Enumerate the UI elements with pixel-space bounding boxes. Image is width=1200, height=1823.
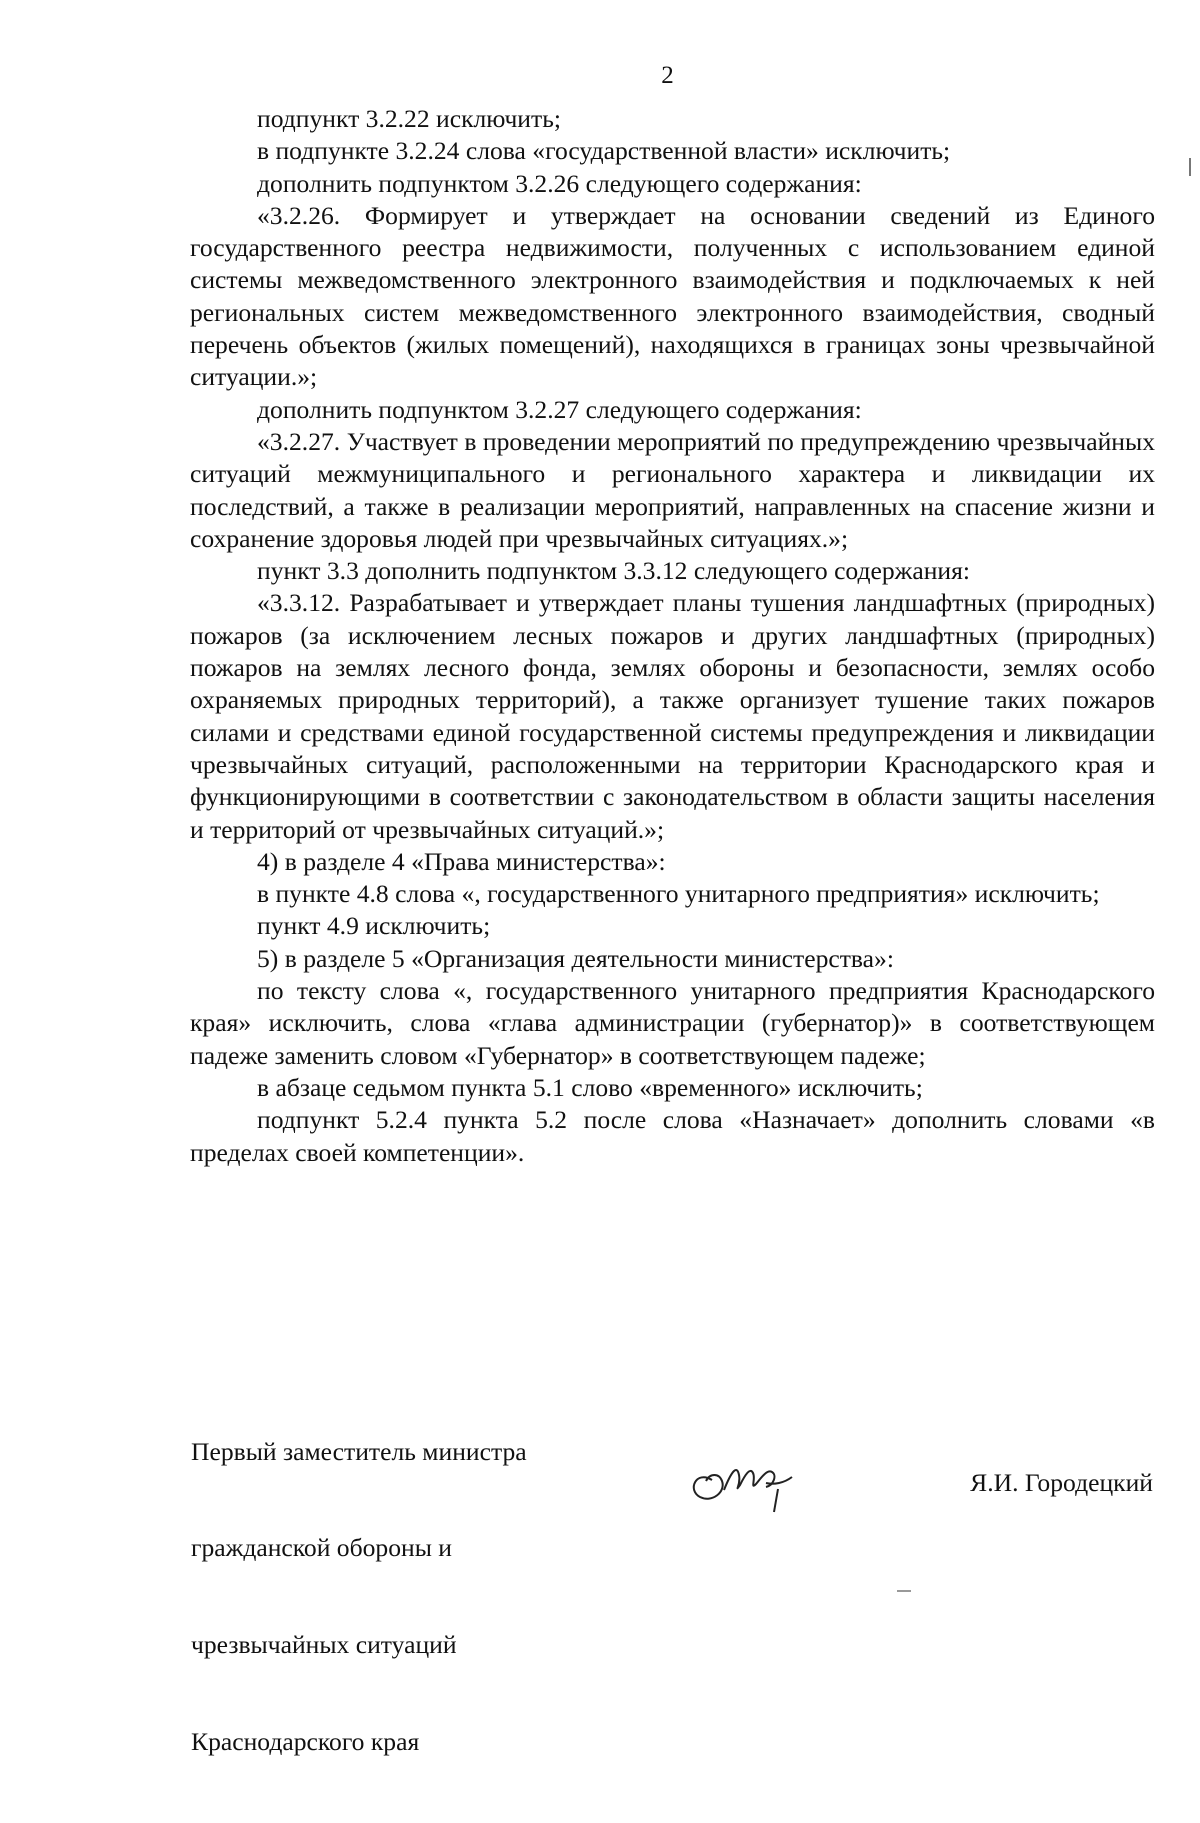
paragraph: пункт 3.3 дополнить подпунктом 3.3.12 следующего содержания:	[257, 556, 970, 586]
paragraph: «3.3.12. Разрабатывает и утверждает планы тушения ландшафтных (природных) пожаров (за исключением лесных пожаров и других ландшафтных (природных) пожаров на землях лесного фонда, землях обороны и безопасности, землях особо охраняемых природных территорий), а также организует тушение таких пожаров силами и средствами единой государственной системы предупреждения и ликвидации чрезвычайных ситуаций, расположенными на территории Краснодарского края и функционирующими в соответствии с законодательством в области защиты населения и территорий от чрезвычайных ситуаций.»;	[190, 588, 1155, 844]
paragraph: в пункте 4.8 слова «, государственного унитарного предприятия» исключить;	[257, 879, 1100, 909]
paragraph: подпункт 3.2.22 исключить;	[257, 104, 561, 133]
paragraph: в подпункте 3.2.24 слова «государственной власти» исключить;	[257, 136, 951, 166]
signatory-position-line-1: Первый заместитель министра	[191, 1436, 527, 1466]
paragraph: пункт 4.9 исключить;	[257, 911, 491, 941]
paragraph: «3.2.26. Формирует и утверждает на основании сведений из Единого государственного реестра недвижимости, полученных с использованием единой системы межведомственного электронного взаимодействия и подключаемых к ней региональных систем межведомственного электронного взаимодействия, сводный перечень объектов (жилых помещений), находящихся в границах зоны чрезвычайной ситуации.»;	[190, 200, 1155, 392]
paragraph: дополнить подпунктом 3.2.27 следующего содержания:	[257, 394, 862, 424]
signatory-position-line-4: Краснодарского края	[191, 1727, 420, 1757]
page-number: 2	[661, 62, 674, 89]
signatory-position	[191, 1371, 527, 1823]
paragraph: «3.2.27. Участвует в проведении мероприятий по предупреждению чрезвычайных ситуаций межмуниципального и регионального характера и ликвидации их последствий, а также в реализации мероприятий, направленных на спасение жизни и сохранение здоровья людей при чрезвычайных ситуациях.»;	[190, 426, 1155, 553]
paragraph: по тексту слова «, государственного унитарного предприятия Краснодарского края» исключить, слова «глава администрации (губернатор)» в соответствующем падеже заменить словом «Губернатор» в соответствующем падеже;	[190, 976, 1155, 1070]
paragraph: дополнить подпунктом 3.2.26 следующего содержания:	[257, 168, 862, 198]
paragraph: 5) в разделе 5 «Организация деятельности министерства»:	[257, 943, 894, 973]
signatory-name: Я.И. Городецкий	[970, 1468, 1153, 1497]
handwritten-signature-icon	[682, 1445, 812, 1525]
scan-artifact	[897, 1590, 911, 1592]
signatory-position-line-3: чрезвычайных ситуаций	[191, 1630, 457, 1660]
paragraph: в абзаце седьмом пункта 5.1 слово «временного» исключить;	[257, 1072, 923, 1102]
scan-margin-mark	[1189, 158, 1191, 176]
document-body	[190, 103, 1155, 1169]
paragraph: 4) в разделе 4 «Права министерства»:	[257, 846, 666, 876]
signatory-position-line-2: гражданской обороны и	[191, 1533, 452, 1563]
paragraph: подпункт 5.2.4 пункта 5.2 после слова «Назначает» дополнить словами «в пределах своей компетенции».	[190, 1105, 1155, 1167]
